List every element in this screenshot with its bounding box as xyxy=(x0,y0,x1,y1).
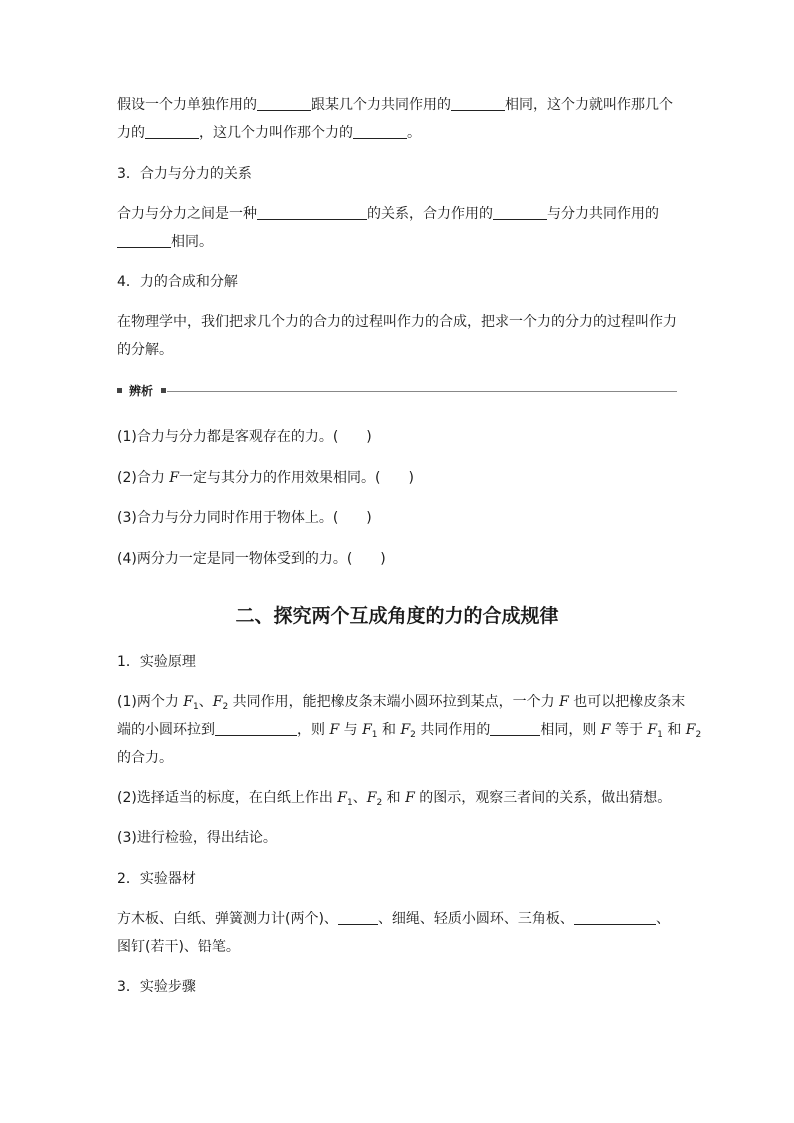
fill-blank[interactable] xyxy=(451,96,505,111)
fill-blank[interactable] xyxy=(257,205,367,220)
fill-blank[interactable] xyxy=(338,910,378,925)
principle-line-1: (1)两个力 $F_1$、$F_2$ 共同作用，能把橡皮条末端小圆环拉到某点，一个力 F 也可以把橡皮条末 xyxy=(117,694,686,712)
section-3-line-2: 相同。 xyxy=(117,233,213,251)
section-3-title: 3．合力与分力的关系 xyxy=(117,166,252,182)
fill-blank[interactable] xyxy=(353,124,407,139)
fill-blank[interactable] xyxy=(257,96,311,111)
analysis-separator xyxy=(117,382,677,400)
intro-line-2: 力的 ，这几个力叫作那个力的 。 xyxy=(117,125,421,141)
section-4-title: 4．力的合成和分解 xyxy=(117,274,238,290)
fill-blank[interactable] xyxy=(145,124,199,139)
fill-blank[interactable] xyxy=(490,721,540,736)
equipment-line-1: 方木板、白纸、弹簧测力计(两个)、 、细绳、轻质小圆环、三角板、 、 xyxy=(117,911,670,927)
fill-blank[interactable] xyxy=(215,721,297,736)
square-bullet-icon xyxy=(117,388,122,393)
section-4-line-1: 在物理学中，我们把求几个力的合力的过程叫作力的合成，把求一个力的分力的过程叫作力 xyxy=(117,314,677,330)
analysis-item-3: (3)合力与分力同时作用于物体上。( ) xyxy=(117,510,372,526)
square-bullet-icon xyxy=(161,388,166,393)
equipment-line-2: 图钉(若干)、铅笔。 xyxy=(117,939,240,955)
section-heading: 二、探究两个互成角度的力的合成规律 xyxy=(235,605,559,627)
equipment-title: 2．实验器材 xyxy=(117,871,196,887)
analysis-item-4: (4)两分力一定是同一物体受到的力。( ) xyxy=(117,551,386,567)
steps-title: 3．实验步骤 xyxy=(117,979,196,995)
fill-blank[interactable] xyxy=(574,910,656,925)
divider xyxy=(167,391,677,392)
principle-step-3: (3)进行检验，得出结论。 xyxy=(117,830,277,846)
principle-step-2: (2)选择适当的标度，在白纸上作出 $F_1$、$F_2$ 和 F 的图示，观察三者间的关系，做出猜想。 xyxy=(117,790,672,808)
analysis-item-2: (2)合力 F一定与其分力的作用效果相同。( ) xyxy=(117,470,414,486)
analysis-item-1: (1)合力与分力都是客观存在的力。( ) xyxy=(117,429,372,445)
fill-blank[interactable] xyxy=(493,205,547,220)
fill-blank[interactable] xyxy=(117,233,171,248)
section-3-line-1: 合力与分力之间是一种 的关系，合力作用的 与分力共同作用的 xyxy=(117,206,659,222)
principle-line-2: 端的小圆环拉到 ，则 F 与 $F_1$ 和 $F_2$ 共同作用的 相同，则 F 等于 $F_1$ 和 $F_2$ xyxy=(117,722,702,740)
section-4-line-2: 的分解。 xyxy=(117,342,173,358)
analysis-label: 辨析 xyxy=(129,384,154,398)
intro-line-1: 假设一个力单独作用的 跟某几个力共同作用的 相同，这个力就叫作那几个 xyxy=(117,97,673,113)
principle-title: 1．实验原理 xyxy=(117,654,196,670)
principle-line-3: 的合力。 xyxy=(117,750,173,766)
